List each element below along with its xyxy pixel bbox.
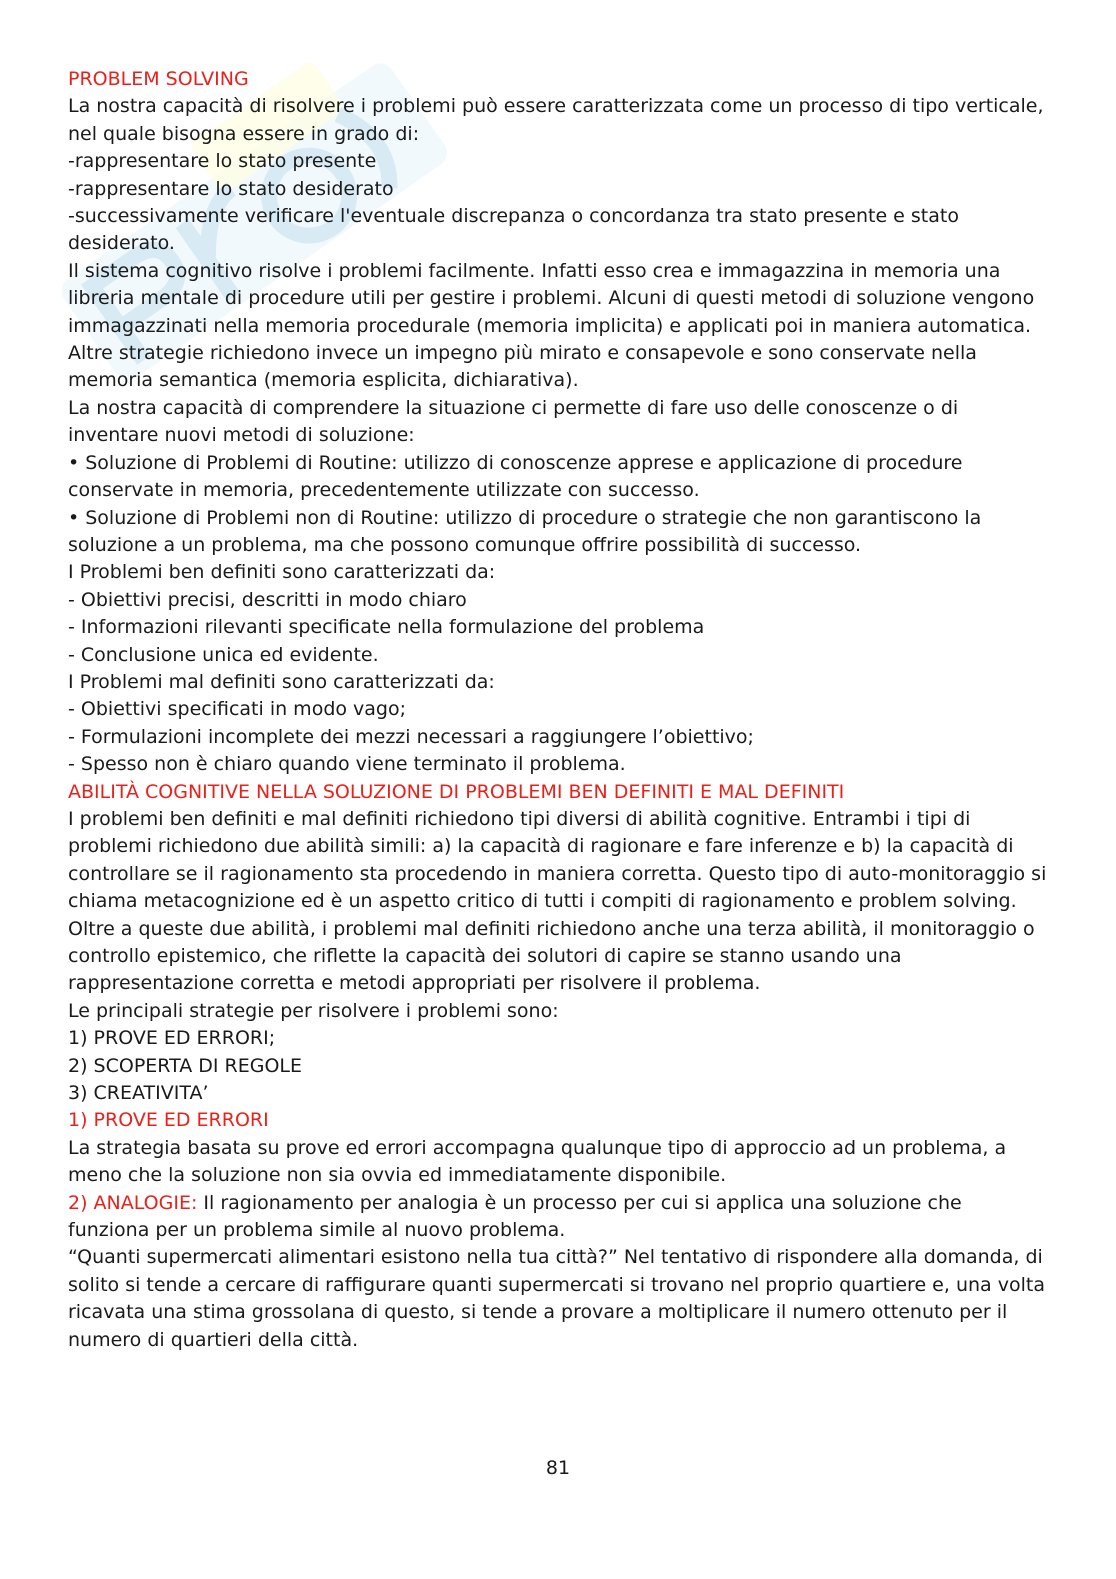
paragraph: I problemi ben definiti e mal definiti richiedono tipi diversi di abilità cognitive. Entrambi i tipi di problemi richiedono due abilità simili: a) la capacità di ragionare e fare inferenze e b) la capacità di controllare se il ragionamento sta procedendo in maniera corretta. Questo tipo di auto-monitoraggio si chiama metacognizione ed è un aspetto critico di tutti i compiti di ragionamento e problem solving. Oltre a queste due abilità, i problemi mal definiti richiedono anche una terza abilità, il monitoraggio o controllo epistemico, che riflette la capacità dei solutori di capire se stanno usando una rappresentazione corretta e metodi appropriati per risolvere il problema. (68, 807, 1047, 995)
paragraph-text: Il ragionamento per analogia è un processo per cui si applica una soluzione che funziona per un problema simile al nuovo problema. (68, 1191, 962, 1242)
list-item: - Obiettivi precisi, descritti in modo chiaro (68, 588, 467, 611)
section-heading: PROBLEM SOLVING (68, 68, 249, 90)
paragraph (68, 1190, 1048, 1245)
section-heading: 1) PROVE ED ERRORI (68, 1109, 269, 1132)
list-item: -successivamente verificare l'eventuale discrepanza o concordanza tra stato presente e stato desiderato. (68, 205, 959, 255)
list-item: -rappresentare lo stato presente (68, 150, 377, 173)
list-item: - Informazioni rilevanti specificate nella formulazione del problema (68, 616, 705, 639)
paragraph: “Quanti supermercati alimentari esistono nella tua città?” Nel tentativo di rispondere alla domanda, di solito si tende a cercare di raffigurare quanti supermercati si trovano nel proprio quartiere e, una volta ricavata una stima grossolana di questo, si tende a provare a moltiplicare il numero ottenuto per il numero di quartieri della città. (68, 1246, 1045, 1351)
paragraph: La strategia basata su prove ed errori accompagna qualunque tipo di approccio ad un problema, a meno che la soluzione non sia ovvia ed immediatamente disponibile. (68, 1136, 1007, 1187)
page-number: 81 (545, 1457, 571, 1479)
list-item: -rappresentare lo stato desiderato (68, 177, 394, 200)
section-heading-inline: 2) ANALOGIE: (68, 1191, 198, 1214)
list-item: 2) SCOPERTA DI REGOLE (68, 1054, 303, 1077)
document-body (68, 66, 1048, 1354)
section-heading: ABILITÀ COGNITIVE NELLA SOLUZIONE DI PROBLEMI BEN DEFINITI E MAL DEFINITI (68, 780, 845, 803)
list-item: 3) CREATIVITA’ (68, 1082, 209, 1105)
bullet-item: • Soluzione di Problemi di Routine: utilizzo di conoscenze apprese e applicazione di procedure conservate in memoria, precedentemente utilizzate con successo. (68, 451, 963, 502)
paragraph: I Problemi mal definiti sono caratterizzati da: (68, 670, 495, 693)
list-item: - Conclusione unica ed evidente. (68, 643, 379, 666)
bullet-item: • Soluzione di Problemi non di Routine: utilizzo di procedure o strategie che non garantiscono la soluzione a un problema, ma che possono comunque offrire possibilità di successo. (68, 506, 982, 556)
paragraph: Le principali strategie per risolvere i problemi sono: (68, 999, 559, 1022)
list-item: - Obiettivi specificati in modo vago; (68, 698, 407, 721)
list-item: 1) PROVE ED ERRORI; (68, 1027, 276, 1050)
paragraph: I Problemi ben definiti sono caratterizzati da: (68, 561, 496, 584)
paragraph: La nostra capacità di comprendere la situazione ci permette di fare uso delle conoscenze o di inventare nuovi metodi di soluzione: (68, 396, 959, 447)
paragraph: La nostra capacità di risolvere i problemi può essere caratterizzata come un processo di tipo verticale, nel quale bisogna essere in grado di: (68, 95, 1044, 145)
list-item: - Formulazioni incomplete dei mezzi necessari a raggiungere l’obiettivo; (68, 725, 754, 748)
list-item: - Spesso non è chiaro quando viene terminato il problema. (68, 753, 626, 776)
paragraph: Il sistema cognitivo risolve i problemi facilmente. Infatti esso crea e immagazzina in memoria una libreria mentale di procedure utili per gestire i problemi. Alcuni di questi metodi di soluzione vengono immagazzinati nella memoria procedurale (memoria implicita) e applicati poi in maniera automatica. Altre strategie richiedono invece un impegno più mirato e consapevole e sono conservate nella memoria semantica (memoria esplicita, dichiarativa). (68, 259, 1035, 392)
